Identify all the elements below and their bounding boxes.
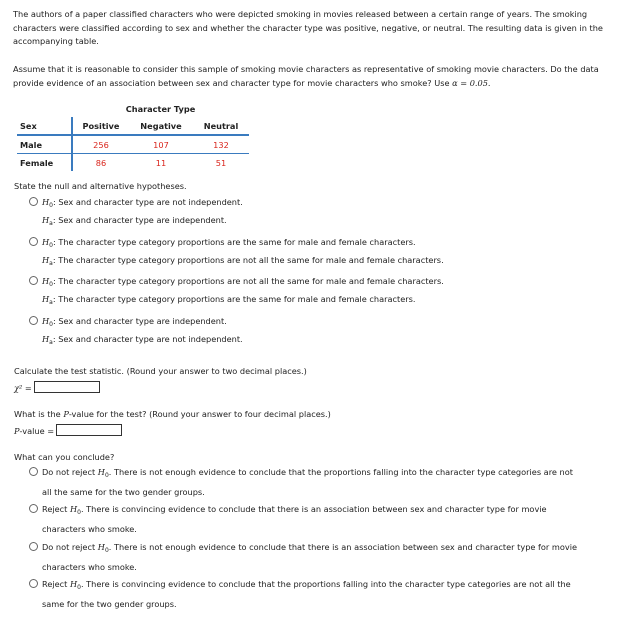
test-statistic-row bbox=[14, 381, 100, 393]
col-header-positive: Positive bbox=[72, 117, 129, 135]
conclusion-option-1[interactable]: Do not reject $H_0$. There is not enough evidence to conclude that the proportions falling into the character type categories are not all the same for the two gender groups. bbox=[29, 464, 573, 501]
cell-male-positive: 256 bbox=[72, 135, 129, 154]
character-type-header: Character Type bbox=[125, 103, 196, 114]
chi-square-input[interactable] bbox=[34, 381, 100, 393]
radio-button[interactable] bbox=[29, 579, 38, 588]
table-row bbox=[17, 135, 249, 154]
col-header-negative: Negative bbox=[129, 117, 193, 135]
intro-paragraph: The authors of a paper classified characters who were depicted smoking in movies released between a certain range of years. The smoking characters were classified according to sex and whether the character type was positive, negative, or neutral. The resulting data is given in the accompanying table. bbox=[13, 9, 603, 46]
contingency-table bbox=[17, 100, 249, 171]
radio-button[interactable] bbox=[29, 504, 38, 513]
alpha-value: α = 0.05. bbox=[452, 77, 491, 88]
radio-button[interactable] bbox=[29, 197, 38, 206]
radio-button[interactable] bbox=[29, 276, 38, 285]
col-header-sex: Sex bbox=[17, 117, 72, 135]
p-value-row: P-value = bbox=[14, 424, 122, 436]
conclusion-option-4[interactable]: Reject $H_0$. There is convincing evidence to conclude that the proportions falling into the character type categories are not all the same for the two gender groups. bbox=[29, 576, 571, 613]
hypothesis-option-2[interactable]: $H_0$: The character type category proportions are the same for male and female characters. $H_a$: The character type category proportions are not all the same for male and female characters. bbox=[29, 235, 444, 271]
conclusion-prompt: What can you conclude? bbox=[14, 452, 115, 462]
assumption-text: Assume that it is reasonable to consider this sample of smoking movie characters as representative of smoking movie characters. Do the data provide evidence of an association between sex and character type for movie characters who smoke? Use bbox=[13, 64, 599, 88]
cell-male-negative: 107 bbox=[129, 135, 193, 154]
row-label-female: Female bbox=[20, 157, 54, 168]
cell-female-positive: 86 bbox=[72, 154, 129, 172]
cell-female-negative: 11 bbox=[155, 157, 167, 168]
h0-text: The character type category proportions are the same for male and female characters. bbox=[58, 237, 416, 247]
ha-text: The character type category proportions are not all the same for male and female characters. bbox=[58, 255, 444, 265]
conclusion-option-2[interactable]: Reject $H_0$. There is convincing evidence to conclude that there is an association between sex and character type for movie characters who smoke. bbox=[29, 501, 547, 538]
conclusion-text: . There is convincing evidence to conclude that there is an association between sex and character type for movie bbox=[80, 504, 547, 514]
conclusion-text-line2: characters who smoke. bbox=[42, 562, 137, 572]
assumption-paragraph bbox=[13, 63, 625, 90]
ha-text: The character type category proportions are the same for male and female characters. bbox=[58, 294, 416, 304]
conclusion-text: . There is convincing evidence to conclude that the proportions falling into the character type categories are not all the bbox=[80, 579, 571, 589]
conclusion-text-line2: characters who smoke. bbox=[42, 524, 137, 534]
hypothesis-option-1[interactable]: $H_0$: Sex and character type are not independent. $H_a$: Sex and character type are independent. bbox=[29, 195, 243, 231]
conclusion-option-3[interactable]: Do not reject $H_0$. There is not enough evidence to conclude that there is an association between sex and character type for movie characters who smoke. bbox=[29, 539, 577, 576]
test-statistic-prompt: Calculate the test statistic. (Round your answer to two decimal places.) bbox=[14, 366, 307, 376]
radio-button[interactable] bbox=[29, 316, 38, 325]
conclusion-text-line2: all the same for the two gender groups. bbox=[42, 487, 205, 497]
radio-button[interactable] bbox=[29, 467, 38, 476]
h0-text: Sex and character type are not independent. bbox=[58, 197, 243, 207]
chi-square-label: χ² = bbox=[14, 383, 32, 393]
table-row bbox=[17, 154, 249, 172]
h0-text: Sex and character type are independent. bbox=[58, 316, 227, 326]
row-label-male: Male bbox=[17, 135, 72, 154]
hypothesis-option-4[interactable]: $H_0$: Sex and character type are independent. $H_a$: Sex and character type are not independent. bbox=[29, 314, 243, 350]
hypothesis-option-3[interactable]: $H_0$: The character type category proportions are not all the same for male and female characters. $H_a$: The character type category proportions are the same for male and female characters. bbox=[29, 274, 444, 310]
conclusion-text: . There is not enough evidence to conclude that the proportions falling into the character type categories are not bbox=[108, 467, 573, 477]
h0-text: The character type category proportions are not all the same for male and female characters. bbox=[58, 276, 444, 286]
cell-male-neutral: 132 bbox=[193, 135, 249, 154]
p-value-prompt: What is the P-value for the test? (Round your answer to four decimal places.) bbox=[14, 409, 331, 419]
col-header-neutral: Neutral bbox=[193, 117, 249, 135]
ha-text: Sex and character type are not independent. bbox=[58, 334, 243, 344]
ha-text: Sex and character type are independent. bbox=[58, 215, 227, 225]
hypotheses-prompt: State the null and alternative hypotheses. bbox=[14, 181, 187, 191]
conclusion-text-line2: same for the two gender groups. bbox=[42, 599, 177, 609]
cell-female-neutral: 51 bbox=[215, 157, 227, 168]
conclusion-text: . There is not enough evidence to conclude that there is an association between sex and character type for movie bbox=[108, 542, 578, 552]
radio-button[interactable] bbox=[29, 237, 38, 246]
radio-button[interactable] bbox=[29, 542, 38, 551]
p-value-input[interactable] bbox=[56, 424, 122, 436]
p-value-label: -value = bbox=[19, 426, 55, 436]
